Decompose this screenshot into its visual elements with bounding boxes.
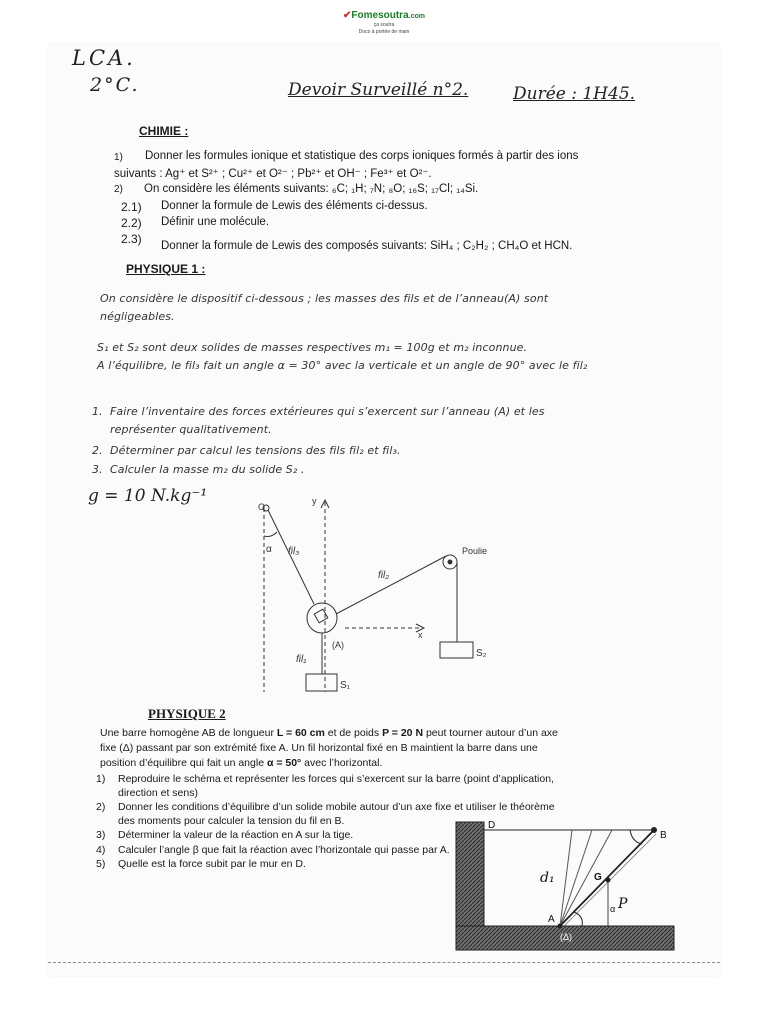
angle-mark-b [630, 830, 642, 844]
page-bottom-edge [48, 962, 720, 964]
physique2-q2-line1: Donner les conditions d’équilibre d’un solide mobile autour d’un axe fixe et utiliser le théorème [118, 801, 555, 813]
intro-text-e: peut tourner autour d’un axe [423, 727, 558, 739]
fig2-label-alpha: α [610, 904, 616, 914]
alpha-arc-2 [574, 912, 582, 926]
wall [456, 822, 484, 926]
logo-motto: ça soutra [373, 22, 395, 28]
fil3-line [268, 510, 314, 604]
chimie-q22-text: Définir une molécule. [161, 216, 270, 228]
fig1-label-s2: S₂ [476, 648, 487, 659]
chimie-q1-number: 1) [114, 152, 123, 163]
fig1-label-poulie: Poulie [462, 546, 488, 556]
physique1-gravity: g = 10 N.kg⁻¹ [88, 486, 208, 506]
length-value: L = 60 cm [276, 727, 325, 739]
physique1-intro-line1: On considère le dispositif ci-dessous ; les masses des fils et de l’anneau(A) sont [100, 292, 549, 305]
chimie-q2-text: On considère les éléments suivants: ₆C; ₁H; ₇N; ₈O; ₁₆S; ₁₇Cl; ₁₄Si. [144, 183, 479, 195]
intro-text-a: Une barre homogène AB de longueur [100, 727, 277, 739]
fig1-label-fil3: fil₃ [288, 546, 300, 557]
fig2-label-a: A [548, 914, 555, 925]
physique2-q3-number: 3) [96, 829, 106, 841]
chimie-q21-text: Donner la formule de Lewis des éléments ci-dessus. [161, 200, 428, 212]
point-g [606, 878, 611, 883]
physique1-q2-text: Déterminer par calcul les tensions des fils fil₂ et fil₃. [110, 444, 401, 457]
logo-suffix: .com [408, 13, 425, 20]
point-b [651, 827, 657, 833]
physique2-q2-line2: des moments pour calculer la tension du fil en B. [118, 815, 345, 827]
fig1-label-s1: S₁ [340, 680, 351, 691]
physique1-q3-text: Calculer la masse m₂ du solide S₂ . [110, 463, 305, 476]
chimie-heading: CHIMIE : [139, 124, 189, 138]
chimie-q21-number: 2.1) [121, 200, 142, 214]
physique2-q3-text: Déterminer la valeur de la réaction en A sur la tige. [118, 829, 354, 841]
school-label: LCA. [72, 46, 136, 70]
alpha-arc [264, 532, 277, 537]
chimie-q1-line1: Donner les formules ionique et statistique des corps ioniques formés à partir des ions [145, 150, 579, 162]
site-logo: ✔Fomesoutra.com ça soutra Doco à portée de main [330, 10, 438, 35]
physique1-heading: PHYSIQUE 1 : [126, 262, 206, 276]
physique1-figure [250, 492, 510, 698]
chimie-q23-number: 2.3) [121, 232, 142, 246]
physique2-q1-line1: Reproduire le schéma et représenter les forces qui s’exercent sur la barre (point d’application, [118, 773, 554, 785]
physique1-intro-line2: négligeables. [100, 310, 175, 323]
intro-text-3c: avec l’horizontal. [301, 757, 383, 769]
physique1-q1-line1: Faire l’inventaire des forces extérieures qui s’exercent sur l’anneau (A) et les [110, 405, 545, 418]
fig1-label-x: x [418, 630, 423, 640]
physique1-q2-number: 2. [92, 444, 103, 457]
point-a [558, 924, 563, 929]
logo-tagline: Doco à portée de main [358, 29, 410, 35]
class-label: 2°C. [90, 74, 140, 96]
fig1-label-fil1: fil₁ [296, 654, 307, 665]
fig2-label-p: P [618, 896, 628, 912]
dist-line-2 [560, 830, 612, 926]
fig2-label-delta: (Δ) [560, 932, 573, 942]
dist-line-3 [560, 830, 572, 926]
intro-text-c: et de poids [324, 727, 383, 739]
fig1-label-y: y [312, 496, 317, 506]
physique1-data-line1: S₁ et S₂ sont deux solides de masses respectives m₁ = 100g et m₂ inconnue. [97, 341, 528, 354]
chimie-q2-number: 2) [114, 184, 123, 195]
exam-duration: Durée : 1H45. [513, 84, 636, 104]
exam-title: Devoir Surveillé n°2. [288, 80, 469, 100]
fig1-label-fil2: fil₂ [378, 570, 390, 581]
s1-block [306, 674, 337, 691]
physique2-q4-text: Calculer l’angle β que fait la réaction avec l’horizontale qui passe par A. [118, 844, 450, 856]
physique2-q2-number: 2) [96, 801, 106, 813]
anneau-a [307, 603, 337, 633]
fil2-line [336, 556, 446, 614]
fig2-label-g: G [594, 872, 602, 883]
physique2-q5-text: Quelle est la force subit par le mur en D. [118, 858, 306, 870]
physique1-q1-number: 1. [92, 405, 103, 418]
physique1-q1-line2: représenter qualitativement. [110, 423, 272, 436]
anneau-a-knot [314, 609, 328, 623]
weight-value: P = 20 N [382, 727, 424, 739]
physique2-q1-line2: direction et sens) [118, 787, 198, 799]
physique2-heading: PHYSIQUE 2 [148, 706, 226, 721]
angle-value: α = 50° [266, 757, 302, 769]
chimie-q1-line2: suivants : Ag⁺ et S²⁺ ; Cu²⁺ et O²⁻ ; Pb²⁺ et OH⁻ ; Fe³⁺ et O²⁻. [114, 168, 432, 180]
physique2-q5-number: 5) [96, 858, 106, 870]
fig1-label-alpha: α [266, 544, 272, 555]
physique2-intro-line1 [100, 727, 558, 739]
fig1-label-a: (A) [332, 640, 344, 650]
logo-text: Fomesoutra [351, 10, 409, 21]
fig1-label-o: O [258, 502, 266, 512]
s2-block [440, 642, 473, 658]
intro-text-3a: position d’équilibre qui fait un angle [100, 757, 267, 769]
dist-line-1 [560, 830, 592, 926]
chimie-q23-text: Donner la formule de Lewis des composés suivants: SiH₄ ; C₂H₂ ; CH₄O et HCN. [161, 240, 573, 252]
fig2-label-d: D [488, 820, 496, 831]
chimie-q22-number: 2.2) [121, 216, 142, 230]
physique2-q1-number: 1) [96, 773, 106, 785]
poulie-axle [448, 560, 452, 564]
physique2-intro-line2: fixe (Δ) passant par son extrémité fixe A. Un fil horizontal fixé en B maintient la barre dans une [100, 742, 538, 754]
fig2-label-d1: d₁ [540, 870, 555, 886]
physique2-intro-line3 [100, 757, 382, 769]
physique2-q4-number: 4) [96, 844, 106, 856]
physique1-q3-number: 3. [92, 463, 103, 476]
fig2-label-b: B [660, 830, 667, 841]
physique1-data-line2: A l’équilibre, le fil₃ fait un angle α = 30° avec la verticale et un angle de 90° avec le fil₂ [97, 359, 588, 372]
physique2-figure [452, 816, 678, 956]
